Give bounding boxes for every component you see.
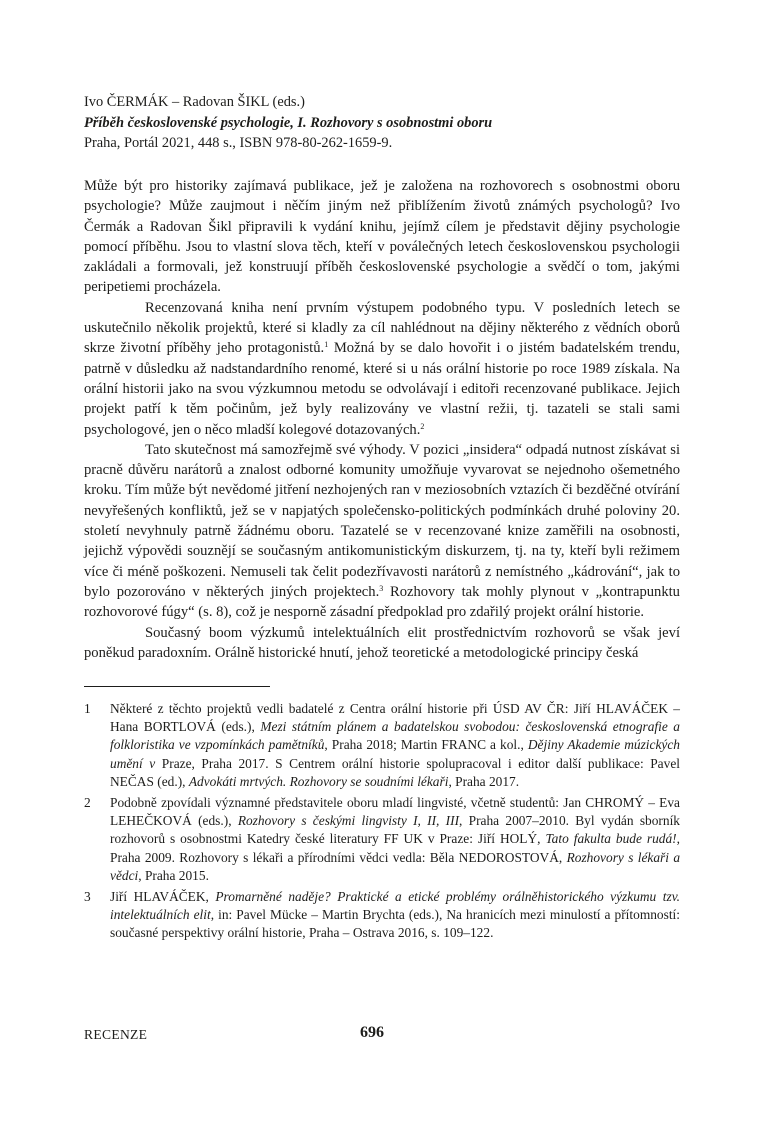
footnote-italic-title: Rozhovory s lékaři a vědci bbox=[110, 849, 681, 883]
footnote-text-segment: Jiří HLAVÁČEK, bbox=[110, 889, 216, 905]
footnote-2 bbox=[84, 794, 680, 885]
footnote-italic-title: Mezi státním plánem a badatelskou svobodou: československá etnografie a folkloristika ve vzpomínkách pamětníků bbox=[110, 719, 681, 753]
book-publication-info: Praha, Portál 2021, 448 s., ISBN 978-80-262-1659-9. bbox=[84, 135, 393, 151]
paragraph-2 bbox=[84, 298, 680, 440]
paragraph-3 bbox=[84, 440, 680, 623]
footnote-text-segment: Některé z těchto projektů vedli badatelé z Centra orální historie při ÚSD AV ČR: Jiří HLAVÁČEK – Hana BORTLOVÁ (eds.), bbox=[110, 701, 680, 735]
footnote-number: 2 bbox=[84, 795, 91, 811]
footnote-divider bbox=[84, 686, 270, 687]
footnote-italic-title: Promarněné naděje? Praktické a etické problémy orálněhistorického výzkumu tzv. intelektuálních elit bbox=[110, 889, 680, 923]
footnote-text-segment: , Praha 2015. bbox=[138, 867, 209, 883]
footnote-text bbox=[110, 794, 680, 885]
paragraph-2-part-2: Možná by se dalo hovořit i o jistém badatelském trendu, patrně v důsledku až nadstandardního renomé, které si u nás orální historie po roce 1989 získala. Na orální historii jako na svou výzkumnou metodu se odvolávají i editoři recenzované publikace. Jejich projekt patří k těm počinům, jež byly realizovány ve vlastní režii, tj. tazateli se stali sami psychologové, jen o něco mladší kolegové dotazovaných. bbox=[84, 340, 681, 438]
footnote-italic-title: Tato fakulta bude rudá! bbox=[545, 831, 677, 847]
footnote-text-segment: , Praha 2009. Rozhovory s lékaři a přírodními vědci vedla: Běla NEDOROSTOVÁ, bbox=[110, 831, 680, 865]
footnote-text-segment: , Praha 2018; Martin FRANC a kol., bbox=[324, 737, 528, 753]
paragraph-2-part-1: Recenzovaná kniha není prvním výstupem podobného typu. V posledních letech se uskutečnilo několik projektů, které si kladly za cíl nahlédnout na dějiny některého z vědních oborů skrze životní příběhy jeho protagonistů. bbox=[84, 299, 680, 357]
footnote-text bbox=[110, 888, 680, 943]
footnote-italic-title: Dějiny Akademie múzických umění v bbox=[110, 737, 680, 771]
paragraph-1: Může být pro historiky zajímavá publikace, jež je založena na rozhovorech s osobnostmi oboru psychologie? Může zaujmout i něčím jiným než přiblížením životů známých psychologů? Ivo Čermák a Radovan Šikl připravili k vydání knihu, jejímž cílem je představit dějiny psychologie pomocí příběhu. Jsou to vlastní slova těch, kteří v poválečných letech československou psychologii zakládali a formovali, jež konstruují příběh československé psychologie a svědčí o tom, jakými peripetiemi procházela. bbox=[84, 178, 680, 296]
footnote-ref-1[interactable]: 1 bbox=[324, 340, 329, 350]
footnote-text bbox=[110, 700, 680, 791]
footnote-number: 1 bbox=[84, 701, 91, 716]
footnotes bbox=[84, 700, 680, 946]
paragraph-3-part-2: Rozhovory tak mohly plynout v „kontrapunktu rozhovorové fúgy“ (s. 8), což je nesporně zásadní předpoklad pro zdařilý projekt orální historie. bbox=[84, 583, 680, 621]
paragraph-4: Současný boom výzkumů intelektuálních elit prostřednictvím rozhovorů se však jeví poněkud paradoxním. Orálně historické hnutí, jehož teoretické a metodologické principy česká bbox=[84, 624, 680, 661]
footnote-number: 3 bbox=[84, 889, 91, 905]
book-authors: Ivo ČERMÁK – Radovan ŠIKL (eds.) bbox=[84, 94, 305, 110]
page-number: 696 bbox=[360, 1024, 384, 1041]
footnote-italic-title: Rozhovory s českými lingvisty I, II, III bbox=[237, 813, 460, 829]
footnote-ref-2[interactable]: 2 bbox=[420, 421, 425, 431]
book-title: Příběh československé psychologie, I. Rozhovory s osobnostmi oboru bbox=[84, 114, 493, 131]
footnote-italic-title: Advokáti mrtvých. Rozhovory se soudními lékaři bbox=[188, 773, 449, 789]
footnote-1 bbox=[84, 700, 680, 791]
footnote-text-segment: , Praha 2007–2010. Byl vydán sborník rozhovorů s osobnostmi Katedry české literatury FF UK v Praze: Jiří HOLÝ, bbox=[110, 813, 680, 847]
footnote-text-segment: Podobně zpovídali významné představitele oboru mladí lingvisté, včetně studentů: Jan CHROMÝ – Eva LEHEČKOVÁ (eds.), bbox=[110, 795, 680, 829]
footnote-text-segment: Praze, Praha 2017. S Centrem orální historie spolupracoval i editor další publikace: Pavel NEČAS (ed.), bbox=[110, 755, 680, 789]
footnote-text-segment: , Praha 2017. bbox=[448, 773, 520, 789]
bibliographic-header bbox=[84, 92, 684, 154]
footnote-text-segment: , in: Pavel Mücke – Martin Brychta (eds.), Na hranicích mezi minulostí a přítomností: současné perspektivy orální historie, Praha – Ostrava 2016, s. 109–122. bbox=[110, 907, 681, 941]
review-body bbox=[84, 176, 680, 663]
footnote-3 bbox=[84, 888, 680, 943]
footnote-ref-3[interactable]: 3 bbox=[379, 583, 384, 593]
section-label: RECENZE bbox=[84, 1027, 148, 1042]
paragraph-3-part-1: Tato skutečnost má samozřejmě své výhody. V pozici „insidera“ odpadá nutnost získávat si pracně důvěru narátorů a znalost odborné komunity umožňuje vyvarovat se nejednoho ošemetného kroku. Tím může být nevědomé jitření nezhojených ran v meziosobních vztazích či bezděčné otvírání nevyřešených konfliktů, jež se v napjatých společensko-politických podmínkách druhé poloviny 20. století nevyhnuly patrně žádnému oboru. Tazatelé se v recenzované knize zaměřili na osobnosti, jejichž výpovědi souznějí se současným antikomunistickým diskurzem, tj. na ty, kteří byli režimem více či méně poškozeni. Nemuseli tak čelit podezřívavosti narátorů z nemístného „kádrování“, jak to bylo pozorováno v některých jiných projektech. bbox=[84, 441, 680, 600]
